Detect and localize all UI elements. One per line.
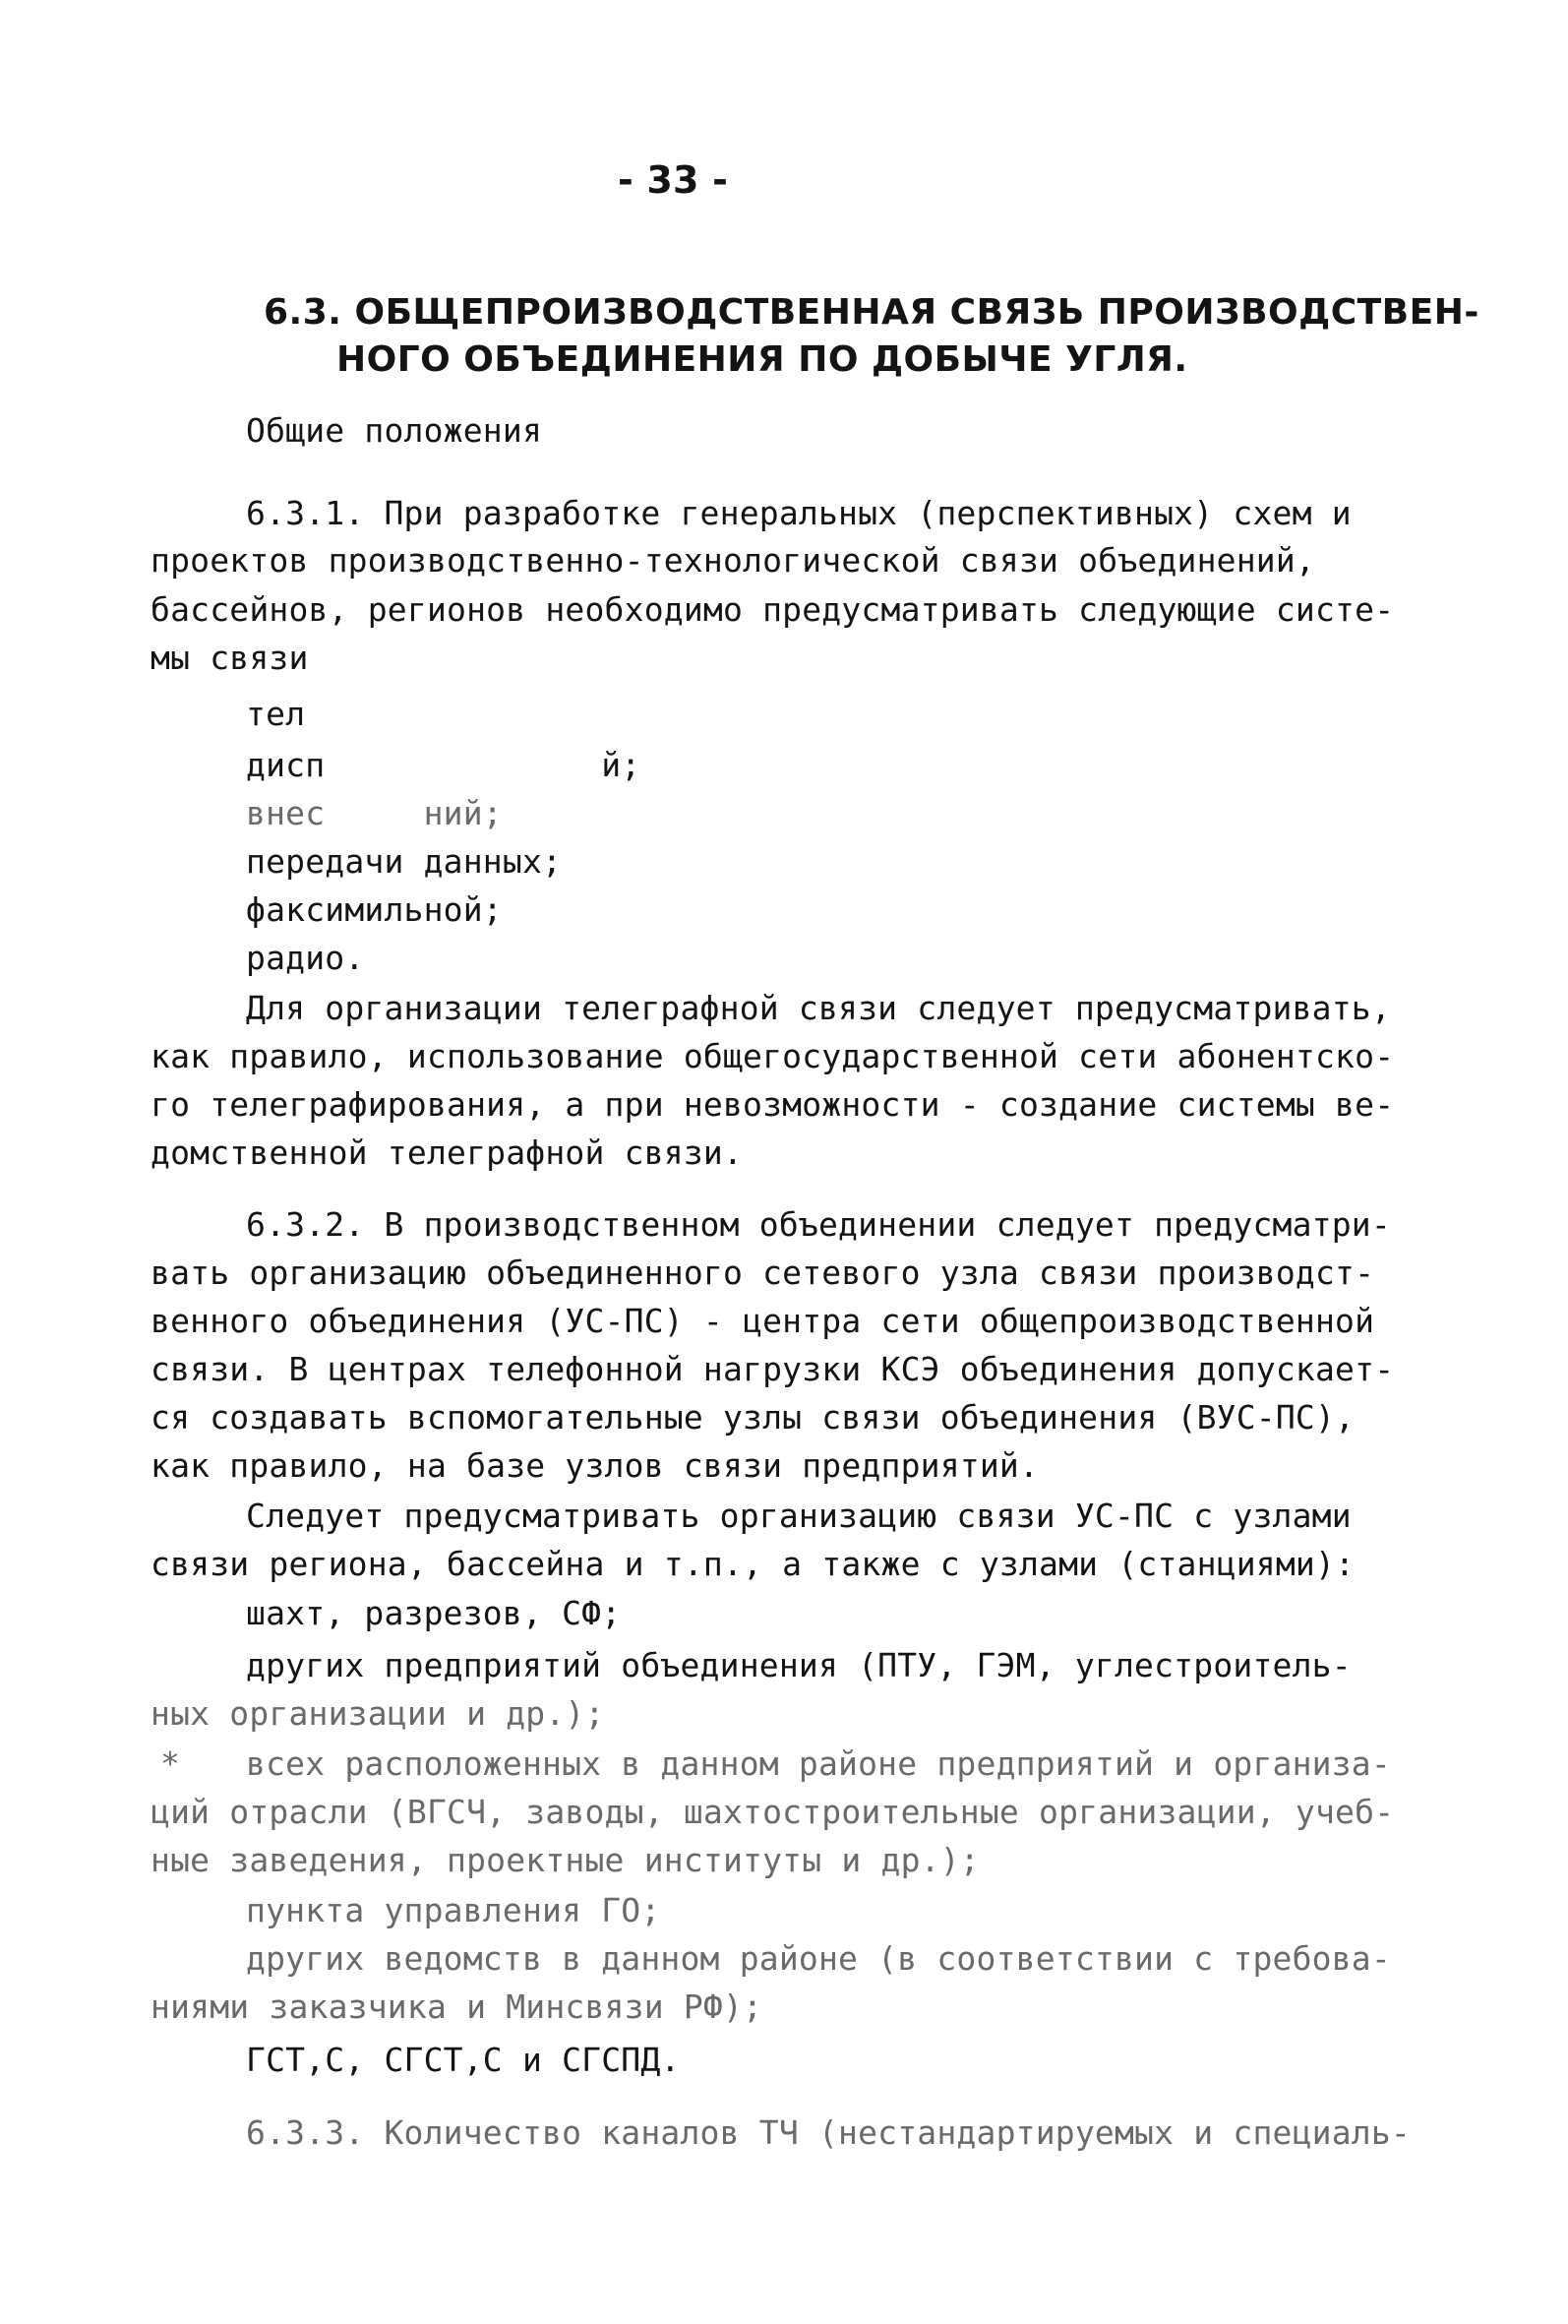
- paragraph-632-line: венного объединения (УС-ПС) - центра сети общепроизводственной: [151, 1302, 1375, 1340]
- telegraph-paragraph-line: Для организации телеграфной связи следует предусматривать,: [246, 989, 1391, 1027]
- subheading: Общие положения: [246, 411, 543, 450]
- systems-list-item: радио.: [246, 939, 365, 977]
- telegraph-paragraph-line: как правило, использование общегосударственной сети абонентско-: [151, 1037, 1395, 1075]
- paragraph-633-line: 6.3.3. Количество каналов ТЧ (нестандартируемых и специаль-: [246, 2113, 1411, 2152]
- systems-list-item: передачи данных;: [246, 842, 563, 881]
- nodes-list-item: пункта управления ГО;: [246, 1891, 661, 1929]
- nodes-list-item: ные заведения, проектные институты и др.);: [151, 1841, 980, 1879]
- paragraph-632-line: вать организацию объединенного сетевого узла связи производст-: [151, 1254, 1375, 1292]
- paragraph-632-line: 6.3.2. В производственном объединении следует предусматри-: [246, 1205, 1391, 1244]
- telegraph-paragraph-line: го телеграфирования, а при невозможности - создание системы ве-: [151, 1085, 1395, 1124]
- paragraph-632-line: Следует предусматривать организацию связи УС-ПС с узлами: [246, 1497, 1352, 1535]
- section-heading-line-2: НОГО ОБЪЕДИНЕНИЯ ПО ДОБЫЧЕ УГЛЯ.: [336, 339, 1188, 380]
- paragraph-632-line: как правило, на базе узлов связи предприятий.: [151, 1446, 1040, 1485]
- nodes-list-item: всех расположенных в данном районе предприятий и организа-: [246, 1744, 1391, 1783]
- systems-list-item: внес ний;: [246, 794, 503, 832]
- paragraph-631-line: бассейнов, регионов необходимо предусматривать следующие систе-: [151, 590, 1395, 629]
- stray-mark: *: [160, 1744, 181, 1783]
- nodes-list-item: шахт, разрезов, СФ;: [246, 1594, 622, 1632]
- nodes-list-item: ГСТ,С, СГСТ,С и СГСПД.: [246, 2041, 681, 2079]
- paragraph-632-line: ся создавать вспомогательные узлы связи объединения (ВУС-ПС),: [151, 1398, 1356, 1437]
- page-number: - 33 -: [618, 158, 729, 202]
- systems-list-item: дисп й;: [246, 746, 641, 784]
- systems-list-item: тел: [246, 695, 306, 733]
- paragraph-631-line: проектов производственно-технологической связи объединений,: [151, 541, 1315, 580]
- systems-list-item: факсимильной;: [246, 890, 503, 929]
- paragraph-632-line: связи. В центрах телефонной нагрузки КСЭ объединения допускает-: [151, 1350, 1395, 1388]
- paragraph-631-line: 6.3.1. При разработке генеральных (перспективных) схем и: [246, 494, 1352, 532]
- paragraph-631-line: мы связи: [151, 639, 309, 677]
- nodes-list-item: других ведомств в данном районе (в соответствии с требова-: [246, 1939, 1391, 1978]
- paragraph-632-line: связи региона, бассейна и т.п., а также с узлами (станциями):: [151, 1545, 1356, 1583]
- nodes-list-item: ниями заказчика и Минсвязи РФ);: [151, 1988, 763, 2026]
- telegraph-paragraph-line: домственной телеграфной связи.: [151, 1133, 744, 1172]
- nodes-list-item: ных организации и др.);: [151, 1694, 605, 1733]
- section-heading-line-1: 6.3. ОБЩЕПРОИЗВОДСТВЕННАЯ СВЯЗЬ ПРОИЗВОДСТВЕН-: [264, 292, 1479, 333]
- nodes-list-item: других предприятий объединения (ПТУ, ГЭМ, углестроитель-: [246, 1646, 1352, 1684]
- nodes-list-item: ций отрасли (ВГСЧ, заводы, шахтостроительные организации, учеб-: [151, 1793, 1395, 1831]
